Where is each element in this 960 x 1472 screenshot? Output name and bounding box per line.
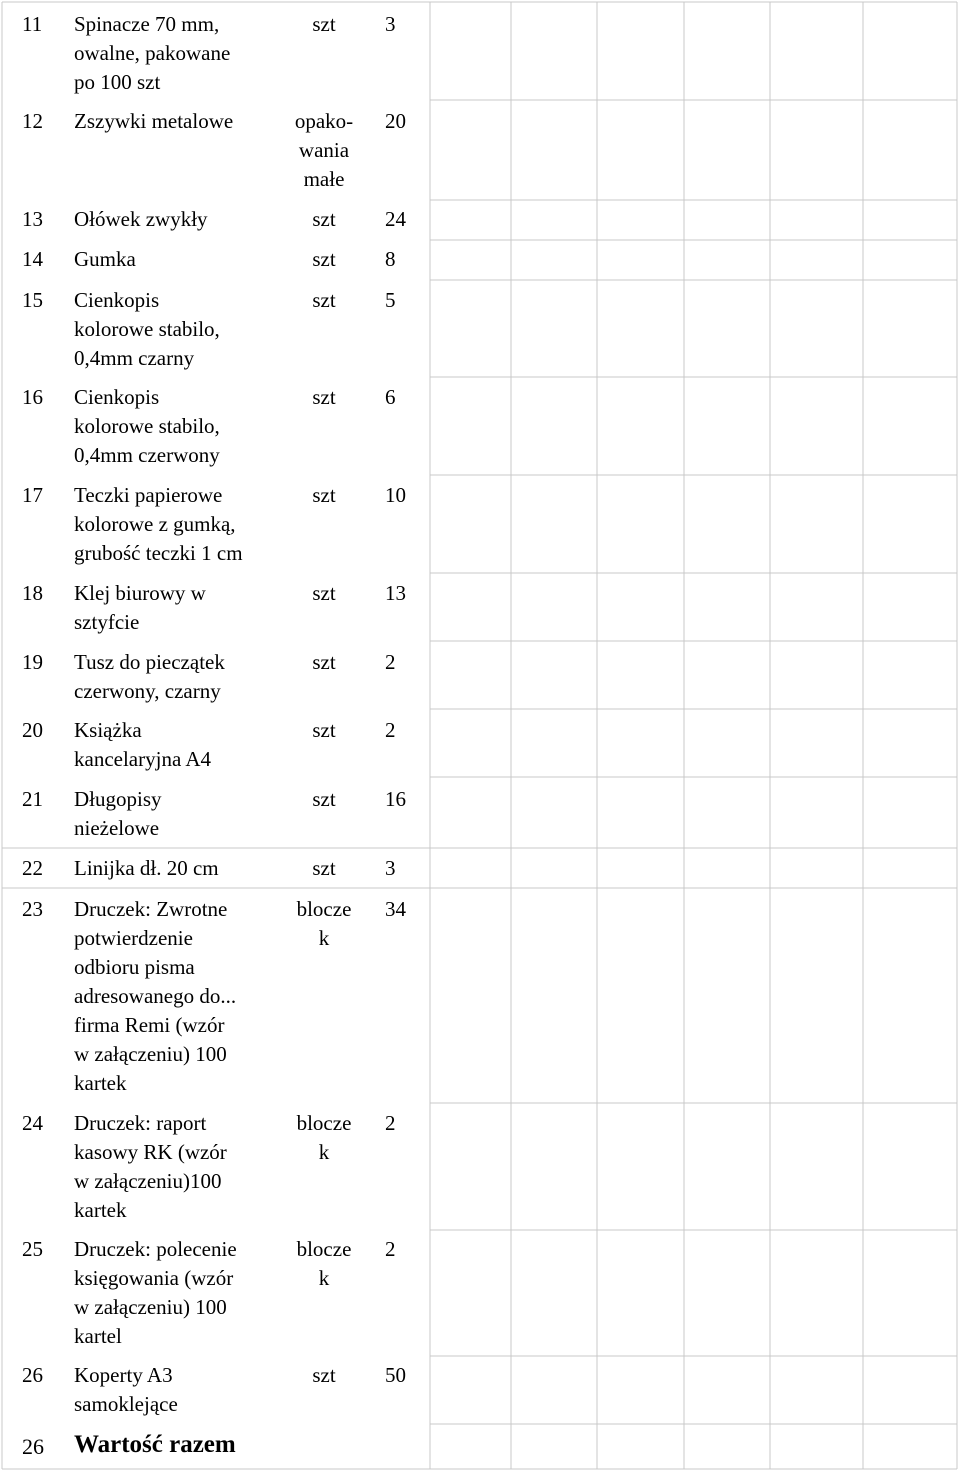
item-quantity: 2 — [385, 650, 396, 674]
item-unit: szt — [312, 288, 336, 312]
item-quantity: 2 — [385, 1237, 396, 1261]
item-name: Spinacze 70 mm, owalne, pakowane po 100 szt — [74, 12, 231, 94]
item-name: Cienkopis kolorowe stabilo, 0,4mm czarny — [74, 288, 220, 370]
item-unit: szt — [312, 718, 336, 742]
item-quantity: 10 — [385, 483, 406, 507]
item-unit: opako- wania małe — [294, 109, 354, 191]
row-number: 20 — [22, 718, 43, 742]
row-number: 15 — [22, 288, 43, 312]
row-number: 23 — [22, 897, 43, 921]
row-number: 18 — [22, 581, 43, 605]
item-quantity: 50 — [385, 1363, 406, 1387]
item-quantity: 20 — [385, 109, 406, 133]
row-number: 14 — [22, 247, 43, 271]
total-label: Wartość razem — [74, 1431, 236, 1458]
item-quantity: 13 — [385, 581, 406, 605]
item-quantity: 16 — [385, 787, 406, 811]
item-name: Druczek: raport kasowy RK (wzór w załączeniu)100 kartek — [74, 1111, 227, 1222]
total-row-number: 26 — [22, 1434, 44, 1459]
item-name: Długopisy nieżelowe — [74, 787, 162, 840]
row-number: 16 — [22, 385, 43, 409]
item-quantity: 8 — [385, 247, 396, 271]
item-unit: szt — [312, 247, 336, 271]
item-quantity: 6 — [385, 385, 396, 409]
row-number: 13 — [22, 207, 43, 231]
item-name: Druczek: polecenie księgowania (wzór w załączeniu) 100 kartel — [74, 1237, 237, 1348]
item-quantity: 3 — [385, 12, 396, 36]
item-unit: szt — [312, 1363, 336, 1387]
item-name: Zszywki metalowe — [74, 109, 234, 133]
item-name: Książka kancelaryjna A4 — [74, 718, 212, 771]
item-unit: szt — [312, 787, 336, 811]
row-number: 19 — [22, 650, 43, 674]
item-quantity: 2 — [385, 1111, 396, 1135]
row-number: 24 — [22, 1111, 43, 1135]
row-number: 17 — [22, 483, 43, 507]
item-quantity: 3 — [385, 856, 396, 880]
row-number: 22 — [22, 856, 43, 880]
item-unit: szt — [312, 385, 336, 409]
row-number: 11 — [22, 12, 43, 36]
row-number: 21 — [22, 787, 43, 811]
item-unit: szt — [312, 856, 336, 880]
item-unit: szt — [312, 207, 336, 231]
row-number: 12 — [22, 109, 43, 133]
item-quantity: 2 — [385, 718, 396, 742]
row-number: 25 — [22, 1237, 43, 1261]
item-name: Koperty A3 samoklejące — [74, 1363, 178, 1416]
item-unit: szt — [312, 650, 336, 674]
item-unit: blocze k — [296, 1111, 352, 1164]
item-name: Gumka — [74, 247, 136, 271]
row-number: 26 — [22, 1363, 43, 1387]
item-unit: szt — [312, 483, 336, 507]
item-unit: szt — [312, 581, 336, 605]
item-quantity: 34 — [385, 897, 406, 921]
item-unit: blocze k — [296, 1237, 352, 1290]
item-name: Teczki papierowe kolorowe z gumką, grubość teczki 1 cm — [74, 483, 243, 565]
item-name: Klej biurowy w sztyfcie — [74, 581, 206, 634]
item-name: Ołówek zwykły — [74, 207, 208, 231]
item-name: Cienkopis kolorowe stabilo, 0,4mm czerwony — [74, 385, 220, 467]
item-quantity: 5 — [385, 288, 396, 312]
item-unit: szt — [312, 12, 336, 36]
item-name: Tusz do pieczątek czerwony, czarny — [74, 650, 225, 703]
item-quantity: 24 — [385, 207, 406, 231]
item-name: Linijka dł. 20 cm — [74, 856, 219, 880]
item-name: Druczek: Zwrotne potwierdzenie odbioru pisma adresowanego do... firma Remi (wzór w załączeniu) 100 kartek — [74, 897, 237, 1095]
item-unit: blocze k — [296, 897, 352, 950]
